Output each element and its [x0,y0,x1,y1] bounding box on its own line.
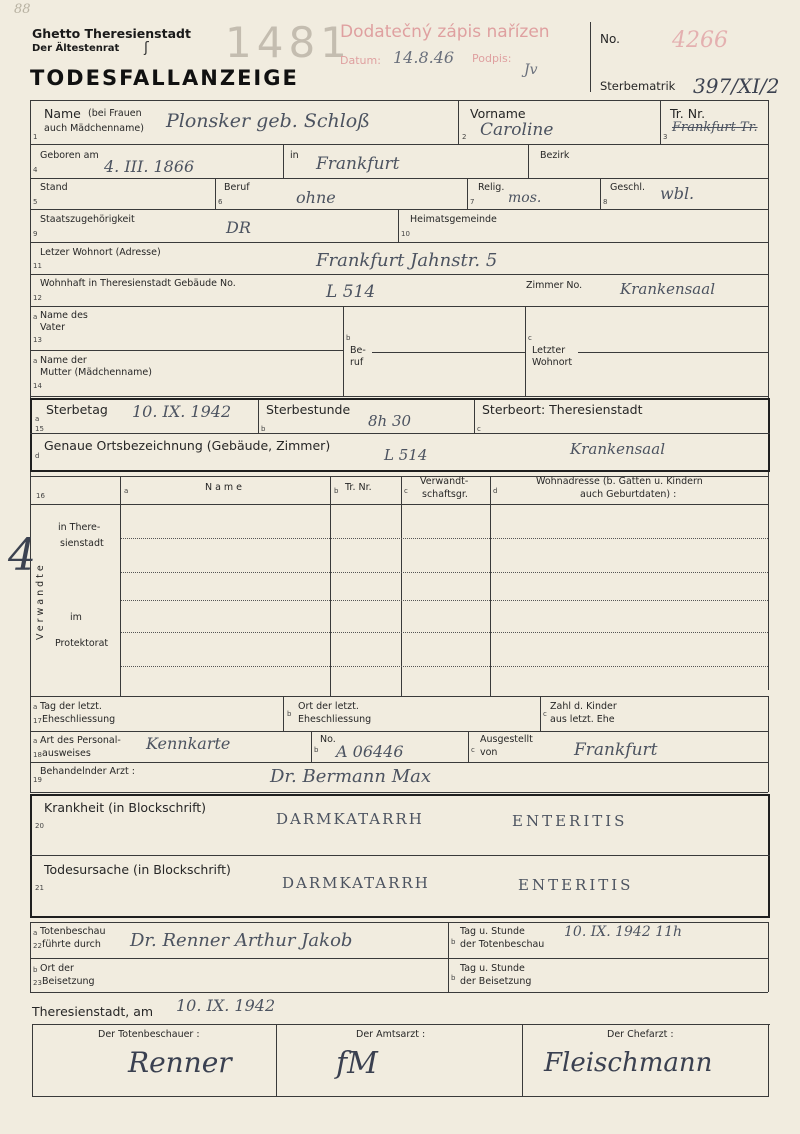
mutter-num-14: 14 [33,382,42,390]
divider [30,922,768,923]
staat-label: Staatszugehörigkeit [40,214,135,225]
divider [401,476,402,696]
totenbeschau-value: Dr. Renner Arthur Jakob [130,930,353,951]
totenbeschau-label-1: Totenbeschau [40,926,106,937]
no-label: No. [600,32,620,46]
rel-row-num: 16 [36,492,45,500]
zahl-kinder-label-2: aus letzt. Ehe [550,714,615,725]
mutter-label-1: Name der [40,355,87,366]
geboren-num: 4 [33,166,38,174]
rel-col-adresse-2: auch Geburtdaten) : [580,489,677,500]
trnr-num: 3 [663,133,668,141]
zahl-kinder-c: c [543,710,547,718]
letzter-label-1: Letzter [532,345,566,356]
ausgestellt-label-2: von [480,747,498,758]
place-date-label: Theresienstadt, am [32,1004,154,1019]
frame-right [768,100,769,690]
beisetzung-b: b [451,974,456,982]
art-label-1: Art des Personal- [40,735,121,746]
beisetzung-tag-label-1: Tag u. Stunde [460,963,525,974]
heimat-num: 10 [401,230,410,238]
divider [468,731,469,762]
divider [540,696,541,731]
rel-col-a: a [124,487,129,495]
divider [258,400,259,433]
divider [30,792,768,793]
totenbeschau-num: 22 [33,942,42,950]
tag-toten-label-2: der Totenbeschau [460,939,545,950]
divider [525,306,526,396]
divider [30,209,768,210]
idno-label: No. [320,734,336,745]
rel-col-b: b [334,487,339,495]
beisetzung-ort-label-1: Ort der [40,963,74,974]
bezirk-label: Bezirk [540,150,570,161]
divider [283,144,284,178]
divider [120,476,121,696]
divider [30,242,768,243]
divider [283,696,284,731]
divider [311,731,312,762]
divider [522,1024,523,1096]
wohnhaft-num: 12 [33,294,42,302]
vater-label-1: Name des [40,310,88,321]
divider [30,144,768,145]
wohnort-value: Frankfurt Jahnstr. 5 [316,250,498,271]
divider [768,1024,769,1096]
sig-chefarzt-label: Der Chefarzt : [607,1029,674,1040]
geschl-value: wbl. [660,184,695,203]
stamp-dodatecny: Dodatečný zápis nařízen [340,22,550,42]
vater-label-2: Vater [40,322,66,333]
divider [30,306,768,307]
tag-toten-b: b [451,938,456,946]
divider [398,209,399,242]
beruf-label: Beruf [224,182,250,193]
sterbematrik-label: Sterbematrik [600,79,676,93]
divider [330,476,331,696]
divider [32,1024,770,1025]
divider [30,696,31,792]
rel-col-trnr: Tr. Nr. [345,482,372,493]
big-pencil-number: 1481 [225,18,352,67]
divider [768,696,769,792]
divider [768,794,770,918]
vorname-label: Vorname [470,106,526,121]
staat-value: DR [226,218,251,237]
mutter-num-a: a [33,357,38,365]
sterbetag-label: Sterbetag [46,402,108,417]
art-label-2: ausweises [42,748,91,759]
beruf2-b: b [346,334,351,342]
name-label: Name [44,106,81,121]
vater-num-a: a [33,313,38,321]
divider [30,762,768,763]
divider [30,350,343,351]
sterbetag-value: 10. IX. 1942 [132,402,232,421]
sterbestunde-b: b [261,425,266,433]
relig-value: mos. [508,190,542,206]
rel-col-name: Name [205,482,246,493]
divider [30,398,32,472]
divider [215,178,216,209]
divider [30,470,770,472]
art-a: a [33,737,38,745]
mutter-label-2: Mutter (Mädchenname) [40,367,152,378]
divider [30,396,768,397]
sterbestunde-value: 8h 30 [368,412,412,430]
ortsbez-d: d [35,452,40,460]
geboren-label: Geboren am [40,150,99,161]
ursache-value-2: ENTERITIS [518,876,634,894]
name-num: 1 [33,133,38,141]
krankheit-num: 20 [35,822,44,830]
divider [660,100,661,144]
divider [474,400,475,433]
divider [121,600,768,601]
sterbetag-num: 15 [35,425,44,433]
in-there-label-1: in There- [58,522,101,533]
relig-num: 7 [470,198,475,206]
beisetzung-ort-label-2: Beisetzung [42,976,95,987]
divider [30,855,770,856]
ausgestellt-value: Frankfurt [574,740,658,760]
geboren-ort-value: Frankfurt [316,154,400,174]
divider [121,632,768,633]
im-label: im [70,612,82,623]
divider [32,1096,769,1097]
ort-ehe-label-1: Ort der letzt. [298,701,359,712]
rel-col-c: c [404,487,408,495]
ort-ehe-label-2: Eheschliessung [298,714,372,725]
sig-amtsarzt: fM [336,1046,378,1081]
divider [30,992,768,993]
beisetzung-b-left: b [33,966,38,974]
krankheit-value-2: ENTERITIS [512,812,628,830]
divider [578,352,768,353]
idno-b: b [314,746,319,754]
trnr-value: Frankfurt Tr. [672,120,758,135]
ort-ehe-b: b [287,710,292,718]
divider [30,922,31,992]
tag-ehe-label-2: Eheschliessung [42,714,116,725]
divider [30,476,31,696]
tag-ehe-num: 17 [33,717,42,725]
vater-num-13: 13 [33,336,42,344]
ursache-value-1: DARMKATARRH [282,874,430,892]
idno-value: A 06446 [336,742,404,761]
divider [768,398,770,472]
tag-toten-label-1: Tag u. Stunde [460,926,525,937]
name-label-line2: auch Mädchenname) [44,123,144,134]
stamp-datum-value: 14.8.46 [393,48,455,67]
divider [467,178,468,209]
totenbeschau-a: a [33,929,38,937]
rel-col-verwandt-2: schaftsgr. [422,489,468,500]
org-line-2: Der Ältestenrat [32,43,120,54]
protektorat-label: Protektorat [55,638,109,649]
beruf2-label-1: Be- [350,345,366,356]
divider [121,572,768,573]
ortsbez-label: Genaue Ortsbezeichnung (Gebäude, Zimmer) [44,438,331,453]
ausgestellt-c: c [471,746,475,754]
divider [30,794,32,918]
rel-col-adresse-1: Wohnadresse (b. Gatten u. Kindern [536,476,703,487]
org-mark: ʃ [144,40,149,56]
stand-num: 5 [33,198,38,206]
wohnhaft-label: Wohnhaft in Theresienstadt Gebäude No. [40,278,236,289]
art-num: 18 [33,751,42,759]
divider [121,666,768,667]
arzt-value: Dr. Bermann Max [270,766,432,787]
divider [30,504,768,505]
arzt-num: 19 [33,776,42,784]
tag-ehe-a: a [33,703,38,711]
ausgestellt-label-1: Ausgestellt [480,734,533,745]
beruf2-label-2: ruf [350,357,364,368]
zahl-kinder-label-1: Zahl d. Kinder [550,701,617,712]
vorname-value: Caroline [480,120,554,140]
rel-col-verwandt-1: Verwandt- [420,476,469,487]
divider [30,178,768,179]
name-value: Plonsker geb. Schloß [166,110,370,132]
sterbematrik-value: 397/XI/2 [693,74,780,98]
zimmer-value: Krankensaal [620,280,715,298]
beruf-value: ohne [296,188,336,207]
in-label: in [290,150,299,161]
tag-ehe-label-1: Tag der letzt. [40,701,102,712]
rel-col-d: d [493,487,498,495]
ursache-num: 21 [35,884,44,892]
sterbetag-a: a [35,415,40,423]
letzter-label-2: Wohnort [532,357,573,368]
place-date-value: 10. IX. 1942 [176,996,276,1015]
divider [448,922,449,992]
wohnort-num: 11 [33,262,42,270]
beisetzung-tag-label-2: der Beisetzung [460,976,532,987]
divider [30,433,770,434]
divider [30,398,770,400]
divider [30,794,770,796]
sig-totenbeschauer: Renner [128,1046,232,1079]
stamp-podpis-label: Podpis: [472,52,512,65]
divider [458,100,459,144]
geschl-num: 8 [603,198,608,206]
relig-label: Relig. [478,182,505,193]
divider [276,1024,277,1096]
divider [343,306,344,396]
name-label-paren: (bei Frauen [88,108,142,119]
divider [121,538,768,539]
tag-toten-value: 10. IX. 1942 11h [564,924,683,940]
divider [600,178,601,209]
sterbeort-c: c [477,425,481,433]
sig-amtsarzt-label: Der Amtsarzt : [356,1029,426,1040]
divider [30,696,768,697]
no-value: 4266 [672,28,728,53]
divider [30,916,770,918]
divider [32,1024,33,1096]
ortsbez-value-2: Krankensaal [570,440,665,458]
wohnhaft-value: L 514 [326,282,376,302]
in-there-label-2: sienstadt [60,538,104,549]
totenbeschau-label-2: führte durch [42,939,101,950]
stand-label: Stand [40,182,68,193]
stamp-datum-label: Datum: [340,54,381,67]
geboren-value: 4. III. 1866 [104,157,195,176]
frame-top [30,100,768,101]
divider [528,144,529,178]
sig-totenbeschauer-label: Der Totenbeschauer : [98,1029,200,1040]
ortsbez-value-1: L 514 [384,446,428,464]
beisetzung-ort-num: 23 [33,979,42,987]
heimat-label: Heimatsgemeinde [410,214,497,225]
org-line-1: Ghetto Theresienstadt [32,26,191,41]
divider [30,731,768,732]
geschl-label: Geschl. [610,182,646,193]
krankheit-value-1: DARMKATARRH [276,810,424,828]
vorname-num: 2 [462,133,467,141]
wohnort-label: Letzer Wohnort (Adresse) [40,247,161,258]
letzter-c: c [528,334,532,342]
divider [30,958,768,959]
zimmer-label: Zimmer No. [526,280,583,291]
sterbeort-label: Sterbeort: Theresienstadt [482,402,643,417]
sterbestunde-label: Sterbestunde [266,402,351,417]
sig-chefarzt: Fleischmann [544,1048,713,1078]
trnr-label: Tr. Nr. [670,106,706,121]
verwandte-vertical-label: Verwandte [35,562,46,640]
corner-pencil-number: 88 [14,2,31,17]
ursache-label: Todesursache (in Blockschrift) [44,862,231,877]
header-divider [590,22,591,92]
divider [490,476,491,696]
divider [768,922,769,992]
beruf-num: 6 [218,198,223,206]
divider [372,352,525,353]
staat-num: 9 [33,230,38,238]
krankheit-label: Krankheit (in Blockschrift) [44,800,207,815]
arzt-label: Behandelnder Arzt : [40,766,135,777]
stamp-initials: Jv [524,62,538,78]
art-value: Kennkarte [146,734,231,753]
form-title: TODESFALLANZEIGE [30,66,299,90]
divider [30,274,768,275]
margin-mark-4: 4 [8,530,36,581]
